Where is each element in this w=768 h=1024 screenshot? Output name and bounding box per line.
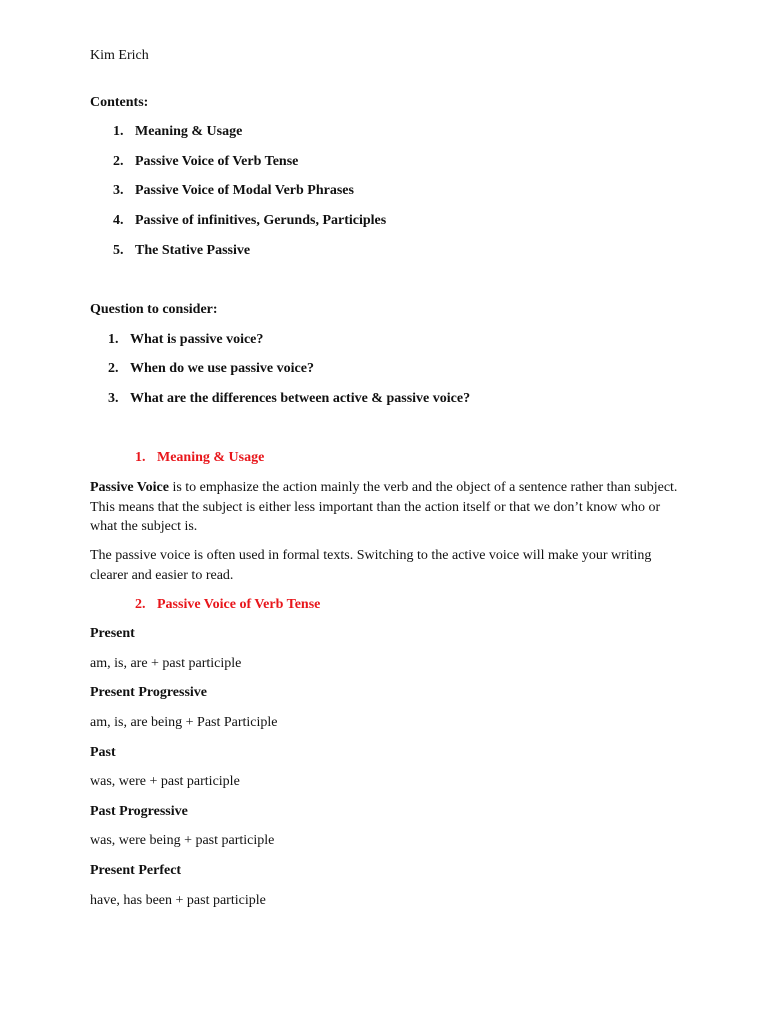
question-item: 1. What is passive voice?	[108, 332, 264, 347]
tense-form: was, were being + past participle	[90, 833, 275, 848]
author-name: Kim Erich	[90, 48, 149, 63]
passive-voice-usage-paragraph: The passive voice is often used in formal texts. Switching to the active voice will make your writing clearer and easier to read.	[90, 548, 652, 583]
contents-item: 4. Passive of infinitives, Gerunds, Participles	[113, 213, 387, 228]
tense-name: Present	[90, 626, 135, 641]
contents-item: 5. The Stative Passive	[113, 243, 251, 258]
question-item: 2. When do we use passive voice?	[108, 361, 314, 376]
passive-voice-definition: Passive Voice is to emphasize the action mainly the verb and the object of a sentence rather than subject. This means that the subject is either less important than the action itself or that we don’t know who or what the subject is.	[90, 480, 678, 534]
contents-item: 2. Passive Voice of Verb Tense	[113, 154, 299, 169]
contents-heading: Contents:	[90, 95, 149, 110]
contents-item: 3. Passive Voice of Modal Verb Phrases	[113, 183, 354, 198]
tense-name: Past Progressive	[90, 804, 188, 819]
tense-form: am, is, are being + Past Participle	[90, 715, 278, 730]
tense-form: have, has been + past participle	[90, 893, 266, 908]
passive-voice-term: Passive Voice	[90, 480, 169, 495]
tense-form: am, is, are + past participle	[90, 656, 242, 671]
questions-heading: Question to consider:	[90, 302, 218, 317]
tense-form: was, were + past participle	[90, 774, 240, 789]
contents-item: 1. Meaning & Usage	[113, 124, 243, 139]
question-item: 3. What are the differences between active & passive voice?	[108, 391, 471, 406]
tense-name: Present Perfect	[90, 863, 182, 878]
tense-name: Past	[90, 745, 116, 760]
section-heading-verb-tense: 2. Passive Voice of Verb Tense	[135, 597, 321, 612]
tense-name: Present Progressive	[90, 685, 208, 700]
section-heading-meaning-usage: 1. Meaning & Usage	[135, 450, 265, 465]
